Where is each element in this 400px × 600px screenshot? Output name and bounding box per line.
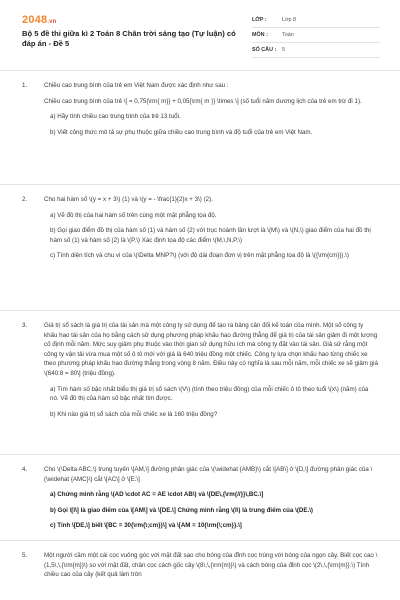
question-part-a: a) Hãy tính chiều cao trung bình của trẻ 13 tuổi. bbox=[50, 113, 181, 121]
question-number: 4. bbox=[22, 466, 28, 473]
question-part-b: b) Khi nào giá trị sổ sách của mỗi chiếc xe là 160 triệu đồng? bbox=[50, 410, 218, 418]
meta-row-subject bbox=[252, 28, 380, 43]
meta-value: 5 bbox=[282, 47, 285, 53]
question-text: Chiều cao trung bình của trẻ \[ = 0,75{\rm{ m}} + 0,05{\rm{ m }} \times \] (số tuổi năm dương lịch của trẻ em trừ đi 1). bbox=[44, 97, 362, 105]
question-part-a: a) Chứng minh rằng \(AD \cdot AC = AE \cdot AB\) và \[DE\,{\rm{//}}\,BC.\] bbox=[50, 491, 264, 499]
question-text: Cho \(\Delta ABC,\) trung tuyến \[AM,\] đường phân giác của \(\widehat {AMB}\) cắt \[AB\] ở \[D,\] đường phân giác của \(\widehat {AMC}\) cắt \[AC\] ở \[E.\] bbox=[44, 466, 373, 483]
question-part-c: c) Tính \[DE,\] biết \[BC = 30{\rm{\;cm}}\] và \[AM = 10{\rm{\;cm}}.\] bbox=[50, 522, 242, 530]
question-number: 5. bbox=[22, 552, 28, 559]
question-3 bbox=[0, 310, 400, 454]
question-list bbox=[0, 70, 400, 600]
question-part-a: a) Tìm hàm số bậc nhất biểu thị giá trị sổ sách \(V\) (tính theo triệu đồng) của mỗi chiếc ô tô theo tuổi \(x\) (năm) của nó. Vẽ đồ thị của hàm số bậc nhất tìm được. bbox=[50, 385, 369, 403]
meta-value: Toán bbox=[282, 32, 294, 38]
meta-row-class bbox=[252, 13, 380, 28]
meta-value: Lớp 8 bbox=[282, 17, 297, 23]
question-text: Giá trị sổ sách là giá trị của tài sản mà một công ty sử dụng để tạo ra bảng cân đối kế toán của mình. Một số công ty khấu hao tài sản của họ bằng cách sử dụng phương pháp khấu hao đường thẳng để giá trị của tài sản giảm đi một lượng cố định mỗi năm. Mức suy giảm phụ thuộc vào thời gian sử dụng hữu ích mà công ty đặt vào tài sản. Giả sử rằng một công ty vận tải vừa mua một số ô tô mới với giá là 640 triệu đồng một chiếc. Công ty lựa chọn khấu hao từng chiếc xe theo phương pháp khấu hao đường thẳng trong vòng 8 năm. Điều này có nghĩa là sau mỗi năm, mỗi chiếc xe sẽ giảm giá \(640:8 = 80\] (triệu đồng). bbox=[44, 322, 378, 377]
question-text: Chiều cao trung bình của trẻ em Việt Nam được xác định như sau : bbox=[44, 82, 229, 89]
question-part-b: b) Gọi \[I\] là giao điểm của \[AM\] và \[DE.\] Chứng minh rằng \(I\) là trung điểm của \(DE.\) bbox=[50, 506, 313, 514]
logo-number: 2048 bbox=[22, 14, 48, 26]
question-number: 2. bbox=[22, 196, 28, 203]
meta-label: SỐ CÂU : bbox=[252, 47, 277, 53]
question-number: 1. bbox=[22, 82, 28, 89]
question-text: Cho hai hàm số \(y = x + 3\) (1) và \(y = - \frac{1}{2}x + 3\) (2). bbox=[44, 196, 213, 203]
meta-label: LỚP : bbox=[252, 17, 267, 23]
header bbox=[0, 0, 400, 62]
question-part-a: a) Vẽ đồ thị của hai hàm số trên cùng một mặt phẳng tọa độ. bbox=[50, 211, 217, 219]
meta-table bbox=[252, 13, 380, 58]
site-logo[interactable] bbox=[22, 14, 57, 26]
question-text: Một người cầm một cái cọc vuông góc với mặt đất sao cho bóng của đỉnh cọc trùng với bóng của ngọn cây. Biết cọc cao \(1,5\,\,{\rm{m}}\) so với mặt đất, chân cọc cách gốc cây \(8\,\,{\rm{m}}\) và cách bóng của đỉnh cọc \(2\,\,{\rm{m}}.\) Tính chiều cao của cây (kết quả làm tròn bbox=[44, 552, 378, 579]
meta-label: MÔN : bbox=[252, 32, 268, 38]
question-5 bbox=[0, 540, 400, 600]
question-2 bbox=[0, 184, 400, 310]
question-part-b: b) Viết công thức mô tả sự phụ thuộc giữa chiều cao trung bình và độ tuổi của trẻ em Việt Nam. bbox=[50, 128, 313, 136]
logo-suffix: .vn bbox=[47, 19, 57, 25]
question-number: 3. bbox=[22, 322, 28, 329]
page-title: Bộ 5 đề thi giữa kì 2 Toán 8 Chân trời sáng tạo (Tự luận) có đáp án - Đề 5 bbox=[22, 29, 236, 48]
meta-row-count bbox=[252, 43, 380, 58]
question-part-c: c) Tính diện tích và chu vi của \(\Delta MNP?\) (với độ dài đoạn đơn vị trên mặt phẳng tọa độ là \({\rm{cm}}).\) bbox=[50, 252, 349, 260]
question-part-b: b) Gọi giao điểm đồ thị của hàm số (1) và hàm số (2) với trục hoành lần lượt là \(M\) và \(N,\) giao điểm của hai đồ thị hàm số (1) và hàm số (2) là \(P.\) Xác định tọa độ các điểm \(M,\,N,P.\) bbox=[50, 227, 371, 244]
question-1 bbox=[0, 70, 400, 184]
question-4 bbox=[0, 454, 400, 540]
